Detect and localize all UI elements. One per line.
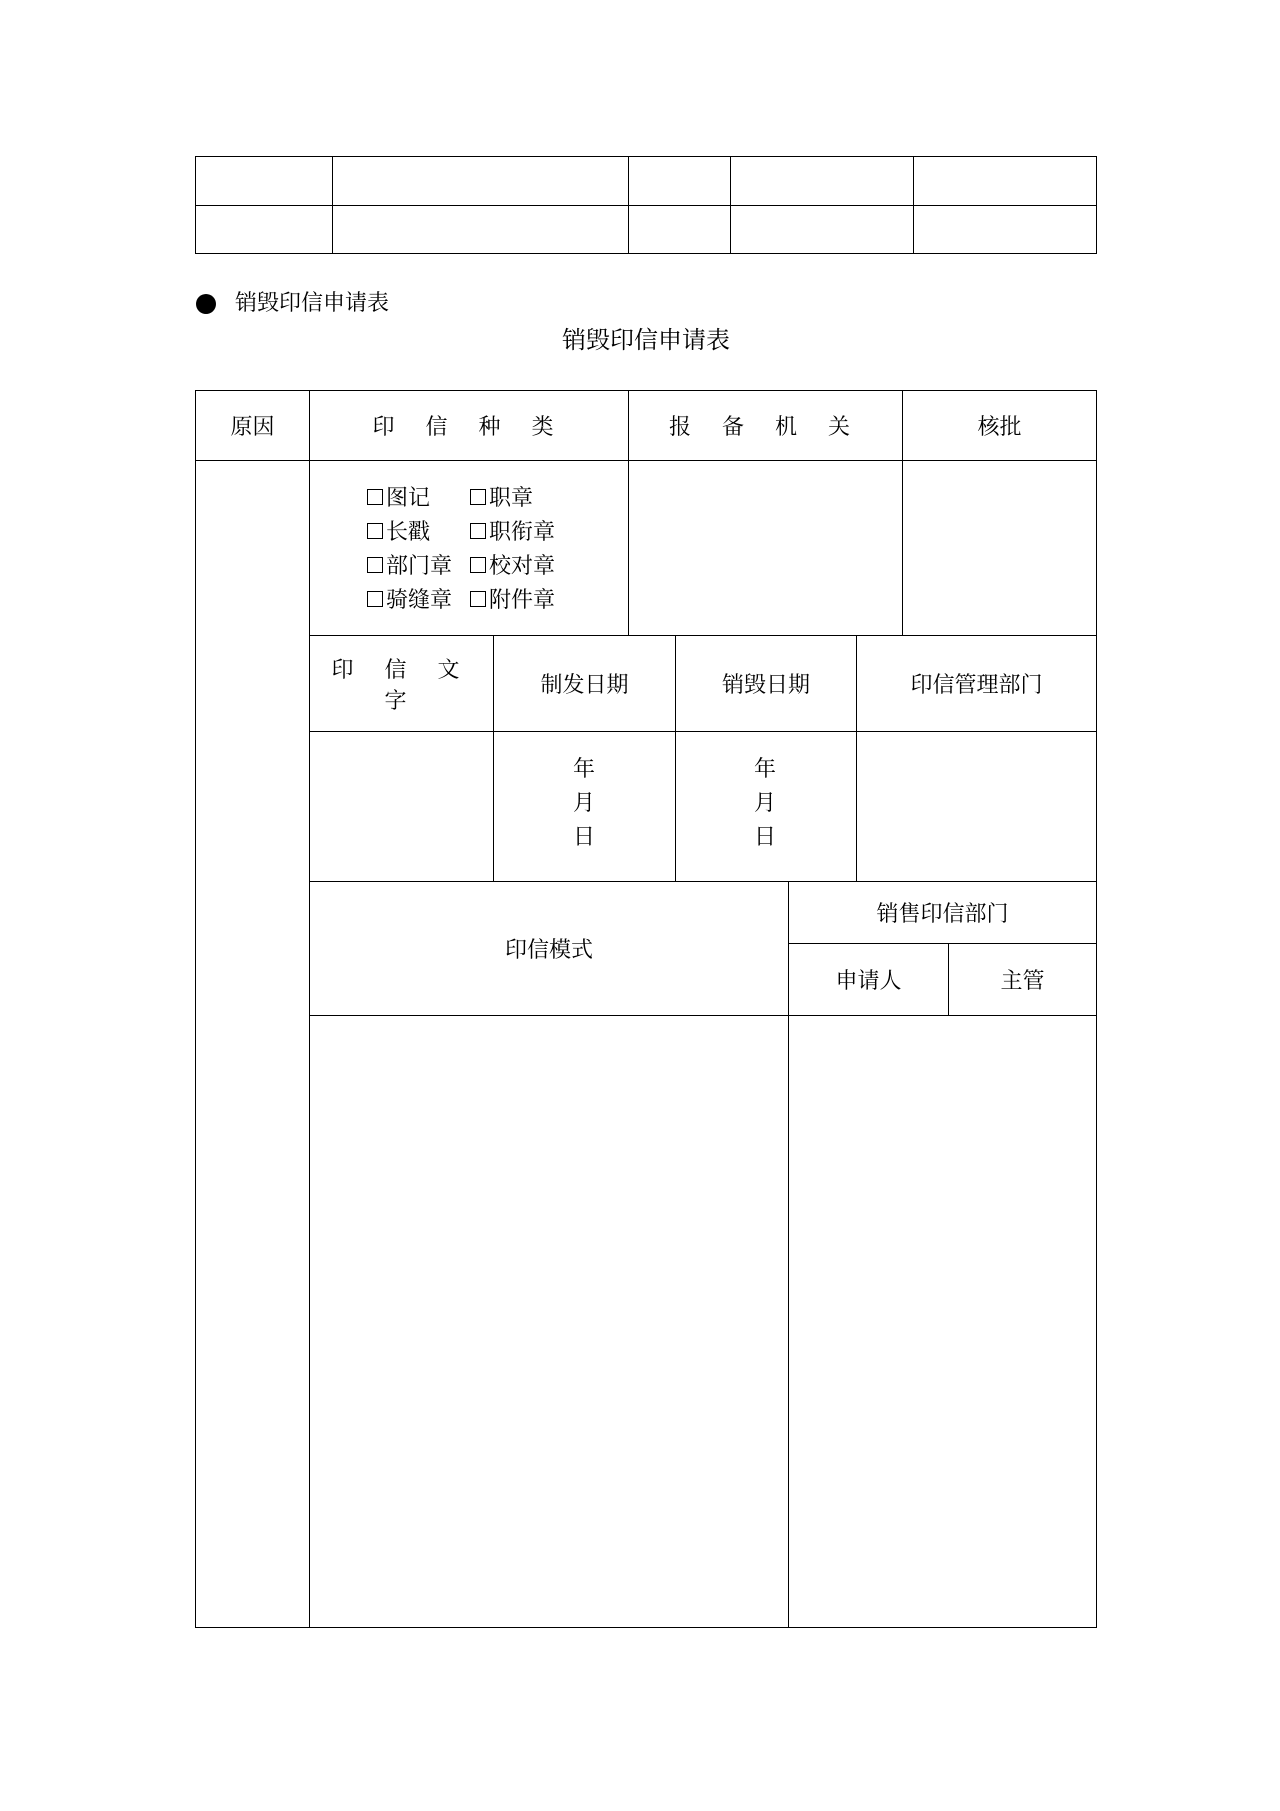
checkbox-icon[interactable] [367, 489, 383, 505]
checkbox-icon[interactable] [470, 591, 486, 607]
checkbox-icon[interactable] [367, 591, 383, 607]
section-heading: 销毁印信申请表 [235, 291, 390, 316]
bullet-icon [196, 294, 216, 314]
seal-pattern-input-area[interactable] [310, 1016, 788, 1627]
management-dept-input-area[interactable] [857, 732, 1096, 881]
header-applicant: 申请人 [835, 969, 902, 994]
checkbox-icon[interactable] [367, 557, 383, 573]
month-label: 月 [572, 791, 595, 816]
checkbox-tuji[interactable]: 图记 [367, 481, 430, 512]
header-seal-pattern: 印信模式 [504, 938, 593, 963]
year-label: 年 [572, 757, 595, 782]
header-seal-text: 印 信 文 字 [331, 657, 472, 714]
header-destroy-date: 销毁日期 [721, 673, 810, 698]
header-issue-date: 制发日期 [540, 673, 629, 698]
header-approval: 核批 [977, 415, 1022, 440]
checkbox-icon[interactable] [470, 523, 486, 539]
checkbox-fujianzhang[interactable]: 附件章 [470, 583, 555, 614]
month-label: 月 [753, 791, 776, 816]
seal-text-input-area[interactable] [310, 732, 493, 881]
header-sales-dept: 销售印信部门 [876, 902, 1009, 927]
reason-input-area[interactable] [196, 461, 309, 1627]
issue-date-field[interactable] [568, 753, 600, 855]
day-label: 日 [753, 825, 776, 850]
checkbox-icon[interactable] [367, 523, 383, 539]
year-label: 年 [753, 757, 776, 782]
form-title: 销毁印信申请表 [562, 326, 730, 354]
day-label: 日 [572, 825, 595, 850]
checkbox-changchuo[interactable]: 长戳 [367, 515, 430, 546]
header-reason: 原因 [230, 415, 275, 440]
filing-authority-input-area[interactable] [629, 461, 902, 635]
header-seal-type: 印 信 种 类 [372, 415, 566, 440]
header-supervisor: 主管 [1000, 969, 1045, 994]
header-management-dept: 印信管理部门 [910, 673, 1043, 698]
checkbox-zhixianzhang[interactable]: 职衔章 [470, 515, 555, 546]
approval-input-area[interactable] [903, 461, 1096, 635]
checkbox-zhizhang[interactable]: 职章 [470, 481, 533, 512]
header-filing-authority: 报 备 机 关 [669, 415, 862, 440]
sales-dept-signature-area[interactable] [789, 1016, 1096, 1627]
destroy-date-field[interactable] [749, 753, 781, 855]
checkbox-bumenzhang[interactable]: 部门章 [367, 549, 452, 580]
checkbox-icon[interactable] [470, 557, 486, 573]
checkbox-qifengzhang[interactable]: 骑缝章 [367, 583, 452, 614]
checkbox-icon[interactable] [470, 489, 486, 505]
checkbox-jiaoduizhang[interactable]: 校对章 [470, 549, 555, 580]
